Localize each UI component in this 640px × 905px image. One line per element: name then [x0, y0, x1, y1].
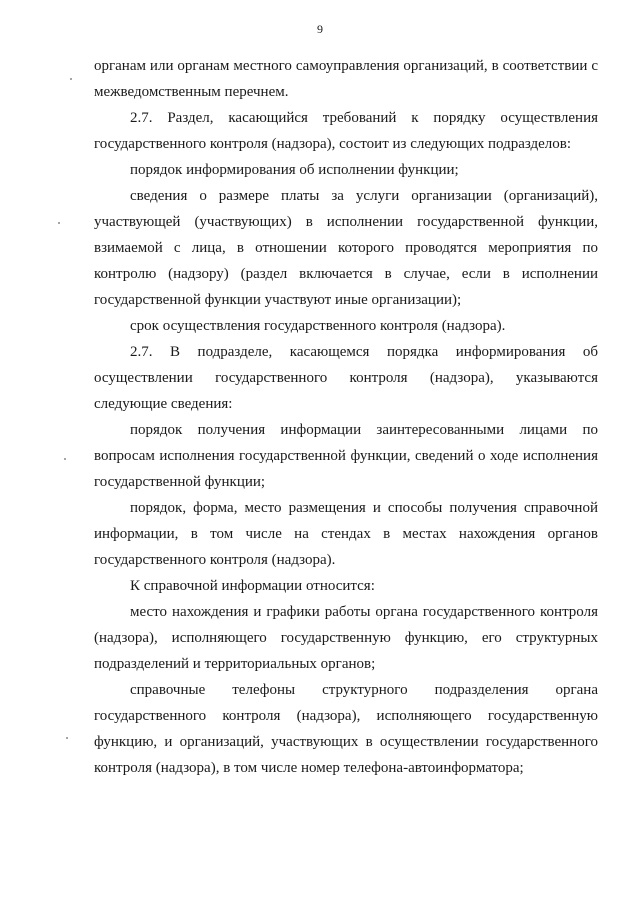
paragraph-continuation: органам или органам местного самоуправления организаций, в соответствии с межведомственным перечнем.	[94, 58, 598, 100]
paragraph-section-2-7-b: 2.7. В подразделе, касающемся порядка информирования об осуществлении государственного контроля (надзора), указываются следующие сведения:	[94, 344, 598, 412]
document-body	[94, 53, 598, 781]
paragraph-heading-line: К справочной информации относится:	[130, 578, 375, 594]
paragraph-list-item: порядок получения информации заинтересованными лицами по вопросам исполнения государственной функции, сведений о ходе исполнения государственной функции;	[94, 422, 598, 490]
paragraph-list-item: порядок информирования об исполнении функции;	[130, 162, 459, 178]
paragraph-list-item: срок осуществления государственного контроля (надзора).	[130, 318, 506, 334]
scan-speck	[64, 458, 66, 460]
paragraph-list-item: место нахождения и графики работы органа государственного контроля (надзора), исполняющего государственную функцию, его структурных подразделений и территориальных органов;	[94, 604, 598, 672]
scan-speck	[58, 222, 60, 224]
paragraph-section-2-7-a: 2.7. Раздел, касающийся требований к порядку осуществления государственного контроля (надзора), состоит из следующих подразделов:	[94, 110, 598, 152]
scan-speck	[70, 78, 72, 80]
paragraph-list-item: порядок, форма, место размещения и способы получения справочной информации, в том числе на стендах в местах нахождения органов государственного контроля (надзора).	[94, 500, 598, 568]
page-number: 9	[317, 22, 323, 36]
scan-speck	[66, 737, 68, 739]
paragraph-list-item: справочные телефоны структурного подразделения органа государственного контроля (надзора), исполняющего государственную функцию, и организаций, участвующих в осуществлении государственного контроля (надзора), в том числе номер телефона-автоинформатора;	[94, 682, 598, 776]
paragraph-list-item: сведения о размере платы за услуги организации (организаций), участвующей (участвующих) в исполнении государственной функции, взимаемой с лица, в отношении которого проводятся мероприятия по контролю (надзору) (раздел включается в случае, если в исполнении государственной функции участвуют иные организации);	[94, 188, 598, 308]
